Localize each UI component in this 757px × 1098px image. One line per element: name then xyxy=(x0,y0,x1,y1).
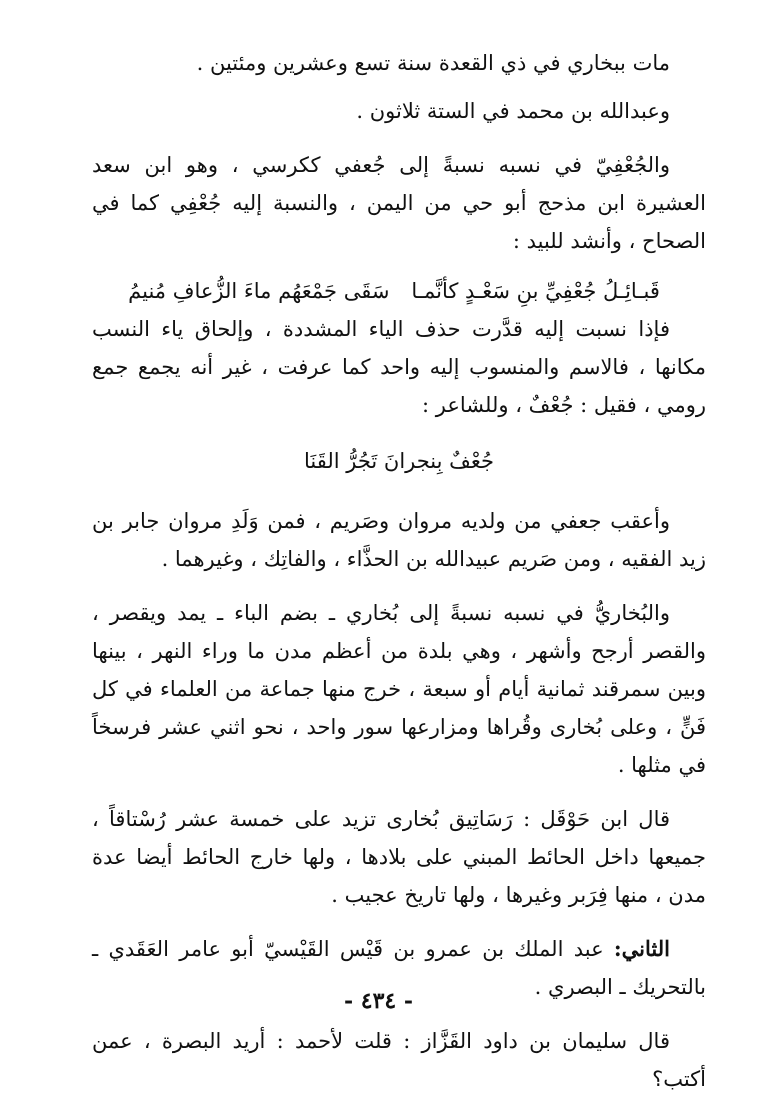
verse-first-hemistich: قَبـائِـلُ جُعْفِيِّ بنِ سَعْـدٍ كأنَّمـا xyxy=(411,279,660,303)
book-page xyxy=(92,44,706,1098)
second-narrator-text: عبد الملك بن عمرو بن قَيْس القَيْسيّ أبو عامر العَقَدي ـ بالتحريك ـ البصري . xyxy=(92,937,706,999)
second-label: الثاني: xyxy=(613,936,670,961)
verse-second-hemistich: سَقَى جَمْعَهُم ماءَ الزُّعافِ مُنيمُ xyxy=(128,279,390,303)
verse-labid xyxy=(92,272,706,310)
paragraph-abdullah: وعبدالله بن محمد في الستة ثلاثون . xyxy=(356,99,670,123)
paragraph-death-date: مات ببخاري في ذي القعدة سنة تسع وعشرين ومئتين . xyxy=(196,51,670,75)
page-number: - ٤٣٤ - xyxy=(343,988,414,1014)
paragraph-ibn-hawqal: قال ابن حَوْقَل : رَسَاتِيق بُخارى تزيد على خمسة عشر رُسْتاقاً ، جميعها داخل الحائط المبني على بلادها ، ولها خارج الحائط أيضا عدة مدن ، منها فِرَبر وغيرها ، ولها تاريخ عجيب . xyxy=(92,807,706,907)
verse-jufun: جُعْفٌ بِنجرانَ تَجُرُّ القَنَا xyxy=(303,449,495,473)
paragraph-jufi-nisba: والجُعْفِيّ في نسبه نسبةً إلى جُعفي ككرسي ، وهو ابن سعد العشيرة ابن مذحج أبو حي من اليمن ، والنسبة إليه جُعْفِي كما في الصحاح ، وأنشد للبيد : xyxy=(92,153,706,253)
paragraph-sulayman: قال سليمان بن داود القَزَّاز : قلت لأحمد : أريد البصرة ، عمن أكتب؟ xyxy=(92,1029,706,1091)
paragraph-bukhari-nisba: والبُخاريُّ في نسبه نسبةً إلى بُخاري ـ بضم الباء ـ يمد ويقصر ، والقصر أرجح وأشهر ، وهي بلدة من أعظم مدن ما وراء النهر ، بينها وبين سمرقند ثمانية أيام أو سبعة ، خرج منها جماعة من العلماء في كل فَنٍّ ، وعلى بُخارى وقُراها ومزارعها سور واحد ، نحو اثني عشر فرسخاً في مثلها . xyxy=(92,601,706,777)
paragraph-nisba-rule: فإذا نسبت إليه قدَّرت حذف الياء المشددة ، وإلحاق ياء النسب مكانها ، فالاسم والمنسوب إليه واحد كما عرفت ، غير أنه يجمع جمع رومي ، فقيل : جُعْفٌ ، وللشاعر : xyxy=(92,317,706,417)
paragraph-descendants: وأعقب جعفي من ولديه مروان وصَريم ، فمن وَلَدِ مروان جابر بن زيد الفقيه ، ومن صَريم عبيدالله بن الحذَّاء ، والفاتِك ، وغيرهما . xyxy=(92,509,706,571)
